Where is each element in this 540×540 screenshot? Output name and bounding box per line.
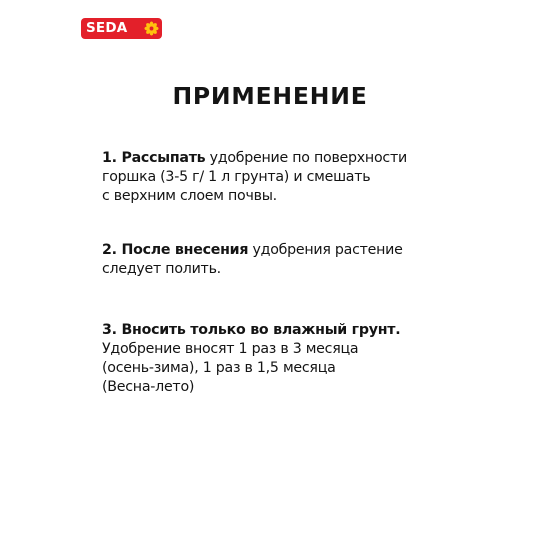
seda-logo xyxy=(81,18,162,39)
step-2 xyxy=(102,241,452,279)
step-3-line-4: (Весна-лето) xyxy=(102,379,195,395)
step-2-bold: 2. После внесения xyxy=(102,242,249,258)
flower-icon xyxy=(144,21,159,36)
page-title: ПРИМЕНЕНИЕ xyxy=(172,82,368,110)
step-1-bold: 1. Рассыпать xyxy=(102,150,206,166)
step-3-line-3: (осень-зима), 1 раз в 1,5 месяца xyxy=(102,360,336,376)
step-1 xyxy=(102,149,452,206)
logo-text: SEDA xyxy=(86,19,128,36)
step-1-line-3: с верхним слоем почвы. xyxy=(102,188,277,204)
step-2-line-2: следует полить. xyxy=(102,261,221,277)
step-1-line-2: горшка (3-5 г/ 1 л грунта) и смешать xyxy=(102,169,371,185)
step-1-line-1: удобрение по поверхности xyxy=(205,150,407,166)
step-3-bold: 3. Вносить только во влажный грунт. xyxy=(102,322,401,338)
step-2-line-1: удобрения растение xyxy=(248,242,403,258)
step-3 xyxy=(102,321,452,397)
step-3-line-2: Удобрение вносят 1 раз в 3 месяца xyxy=(102,341,359,357)
